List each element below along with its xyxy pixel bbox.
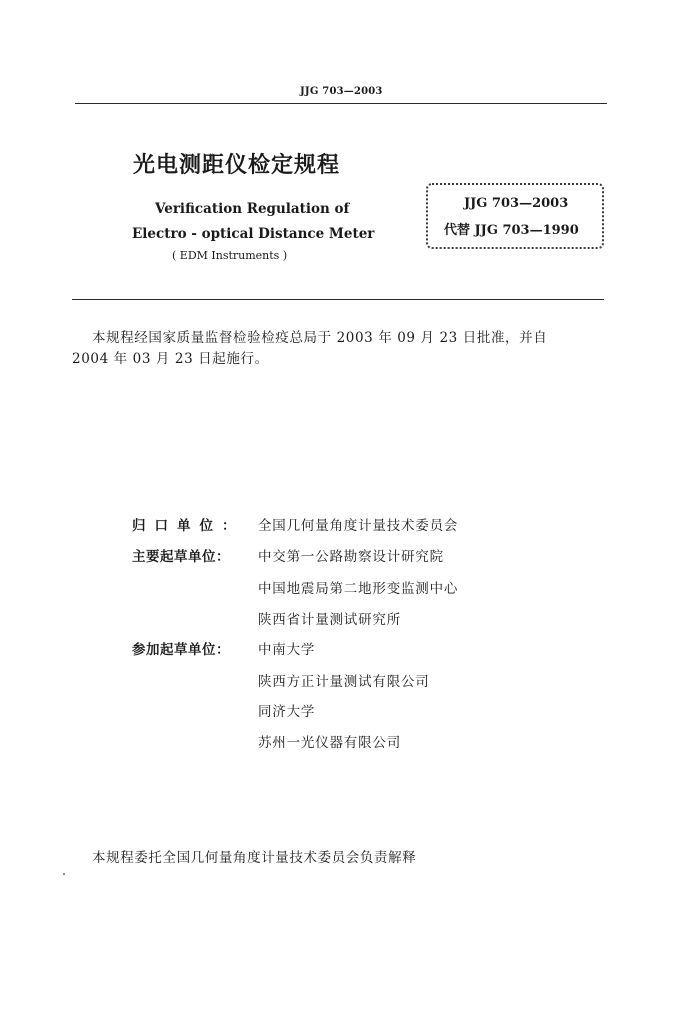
participant-3: 同济大学	[258, 704, 316, 720]
responsible-org: 全国几何量角度计量技术委员会	[258, 518, 459, 534]
participant-1: 中南大学	[258, 642, 316, 658]
header-code: JJG 703—2003	[300, 86, 383, 97]
participant-2: 陕西方正计量测试有限公司	[258, 674, 430, 690]
main-drafter-2: 中国地震局第二地形变监测中心	[258, 581, 459, 597]
header-rule	[75, 103, 607, 104]
code-box-replaces: 代替 JJG 703—1990	[444, 223, 579, 238]
code-box-code: JJG 703—2003	[464, 196, 569, 211]
approval-line2: 2004 年 03 月 23 日起施行。	[72, 351, 269, 367]
main-drafters-label: 主要起草单位：	[132, 549, 230, 565]
main-drafter-3: 陕西省计量测试研究所	[258, 612, 401, 628]
approval-line1: 本规程经国家质量监督检验检疫总局于 2003 年 09 月 23 日批准，并自	[92, 330, 548, 346]
participants-label: 参加起草单位：	[132, 642, 230, 658]
main-drafter-1: 中交第一公路勘察设计研究院	[258, 549, 444, 565]
code-box	[426, 183, 604, 249]
scan-speck	[63, 873, 65, 875]
footer-note: 本规程委托全国几何量角度计量技术委员会负责解释	[92, 850, 417, 866]
title-english-line3: ( EDM Instruments )	[172, 249, 288, 262]
participant-4: 苏州一光仪器有限公司	[258, 735, 401, 751]
title-english-line1: Verification Regulation of	[155, 201, 350, 217]
responsible-label: 归口单位：	[132, 518, 245, 534]
section-rule	[72, 299, 604, 300]
title-english-line2: Electro - optical Distance Meter	[132, 226, 375, 242]
title-chinese: 光电测距仪检定规程	[133, 153, 341, 178]
